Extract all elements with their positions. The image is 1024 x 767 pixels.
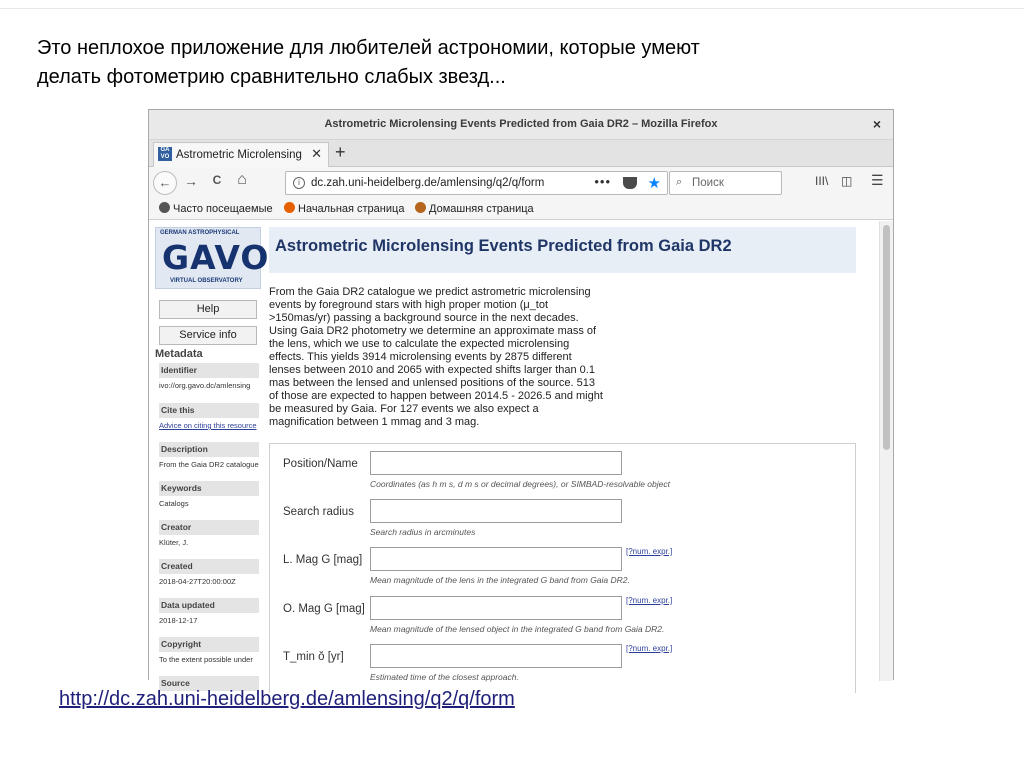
metadata-label: Data updated [159,598,259,613]
tmin-num-expr-link[interactable]: [?num. expr.] [626,644,673,653]
url-bar[interactable] [285,171,668,195]
logo-top-text: GERMAN ASTROPHYSICAL [160,230,240,236]
site-info-icon[interactable]: i [293,177,305,189]
metadata-value: From the Gaia DR2 catalogue [159,460,259,469]
page-scrollbar[interactable] [879,221,893,681]
metadata-identifier [155,363,261,393]
bookmark-label: Домашняя страница [429,203,534,215]
form-url-link[interactable]: http://dc.zah.uni-heidelberg.de/amlensing/q2/q/form [59,688,515,710]
tab-label: Astrometric Microlensing [176,149,302,161]
metadata-label: Identifier [159,363,259,378]
bookmarks-toolbar [149,198,893,220]
metadata-value: To the extent possible under [159,655,253,664]
description-line: events by foreground stars with high proper motion (μ_tot [269,299,549,311]
search-radius-input[interactable] [370,499,622,523]
forward-button[interactable]: → [184,173,198,189]
url-text[interactable]: dc.zah.uni-heidelberg.de/amlensing/q2/q/form [311,177,545,189]
bookmark-home-page[interactable] [415,202,534,215]
gear-icon [159,202,170,213]
window-close-button[interactable]: × [872,116,881,132]
home-button[interactable]: ⌂ [237,171,247,188]
search-input[interactable] [669,171,782,195]
description-line: lenses between 2010 and 2065 with expected shifts larger than 0.1 [269,364,595,376]
metadata-created [155,559,261,589]
description-line: magnification between 1 mmag and 3 mag. [269,416,480,428]
object-mag-hint: Mean magnitude of the lensed object in the integrated G band from Gaia DR2. [370,624,665,634]
tmin-input[interactable] [370,644,622,668]
menu-icon[interactable]: ☰ [871,172,884,188]
object-mag-input[interactable] [370,596,622,620]
metadata-label: Source [159,676,259,691]
pocket-icon[interactable] [623,177,637,189]
query-form [269,443,856,693]
metadata-description [155,442,261,472]
sidebar-toggle-icon[interactable]: ◫ [841,174,853,188]
description-line: mas between the lensed and unlensed positions of the source. 513 [269,377,595,389]
logo-bottom-text: VIRTUAL OBSERVATORY [170,278,243,284]
position-input[interactable] [370,451,622,475]
logo-main-text: GAVO [162,238,270,277]
firefox-icon [284,202,295,213]
page-heading-box [269,227,856,273]
service-info-button[interactable]: Service info [159,326,257,345]
caption-line-2: делать фотометрию сравнительно слабых звезд... [37,66,506,88]
tmin-label: T_min ŏ [yr] [283,651,344,663]
library-icon[interactable]: III\ [815,174,829,188]
page-sidebar [153,227,270,688]
metadata-label: Keywords [159,481,259,496]
caption-line-1: Это неплохое приложение для любителей астрономии, которые умеют [37,37,700,59]
metadata-title: Metadata [155,348,203,360]
metadata-label: Created [159,559,259,574]
tab-close-icon[interactable]: ✕ [311,146,322,161]
metadata-value: Klüter, J. [159,538,189,547]
new-tab-button[interactable]: + [335,142,346,162]
description-line: effects. This yields 3914 microlensing events by 2875 different [269,351,572,363]
description-line: of those are expected to happen between 2014.5 - 2026.5 and might [269,390,603,402]
tab-strip [149,140,893,167]
metadata-copyright [155,637,261,667]
bookmark-label: Часто посещаемые [173,203,273,215]
metadata-creator [155,520,261,550]
object-mag-num-expr-link[interactable]: [?num. expr.] [626,596,673,605]
page-title: Astrometric Microlensing Events Predicted from Gaia DR2 [275,237,732,255]
search-radius-hint: Search radius in arcminutes [370,527,476,537]
bookmark-star-icon[interactable]: ★ [647,175,661,192]
gavo-logo[interactable] [155,227,270,289]
search-radius-label: Search radius [283,506,354,518]
metadata-label: Copyright [159,637,259,652]
metadata-label: Creator [159,520,259,535]
lens-mag-num-expr-link[interactable]: [?num. expr.] [626,547,673,556]
tmin-hint: Estimated time of the closest approach. [370,672,519,682]
description-line: be measured by Gaia. For 127 events we also expect a [269,403,539,415]
tab-active[interactable] [153,142,329,167]
navigation-toolbar [149,167,893,198]
cite-advice-link[interactable]: Advice on citing this resource [159,421,257,430]
description-line: From the Gaia DR2 catalogue we predict astrometric microlensing [269,286,591,298]
service-description [269,286,629,429]
slide-divider [0,8,1024,9]
metadata-data-updated [155,598,261,628]
gavo-favicon-icon: GA VO [158,147,172,161]
page-content [149,221,879,688]
slide-caption [37,34,937,92]
page-actions-button[interactable]: ••• [594,174,611,189]
metadata-value: 2018-04-27T20:00:00Z [159,577,236,586]
reload-button[interactable]: C [212,173,222,187]
help-button[interactable]: Help [159,300,257,319]
search-placeholder: Поиск [692,177,724,189]
metadata-value: 2018-12-17 [159,616,198,625]
lens-mag-label: L. Mag G [mag] [283,554,363,566]
window-title: Astrometric Microlensing Events Predicted from Gaia DR2 – Mozilla Firefox [324,118,718,130]
metadata-value: Catalogs [159,499,189,508]
metadata-keywords [155,481,261,511]
description-line: Using Gaia DR2 photometry we determine an approximate mass of [269,325,597,337]
metadata-label: Cite this [159,403,259,418]
window-titlebar [149,110,893,140]
description-line: the lens, which we use to calculate the expected microlensing [269,338,570,350]
position-hint: Coordinates (as h m s, d m s or decimal degrees), or SIMBAD-resolvable object [370,479,670,489]
search-icon: ⌕ [676,176,683,188]
bookmark-label: Начальная страница [298,203,405,215]
back-button[interactable]: ← [153,171,177,195]
position-label: Position/Name [283,458,358,470]
lens-mag-hint: Mean magnitude of the lens in the integrated G band from Gaia DR2. [370,575,630,585]
browser-window [148,109,894,688]
scrollbar-thumb[interactable] [883,225,890,450]
description-line: >150mas/yr) passing a background source in the next decades. [269,312,579,324]
metadata-label: Description [159,442,259,457]
lens-mag-input[interactable] [370,547,622,571]
home-page-icon [415,202,426,213]
metadata-cite [155,403,261,433]
metadata-value: ivo://org.gavo.dc/amlensing [159,381,251,390]
bookmark-most-visited[interactable] [159,202,273,215]
object-mag-label: O. Mag G [mag] [283,603,365,615]
bookmark-start-page[interactable] [284,202,404,215]
